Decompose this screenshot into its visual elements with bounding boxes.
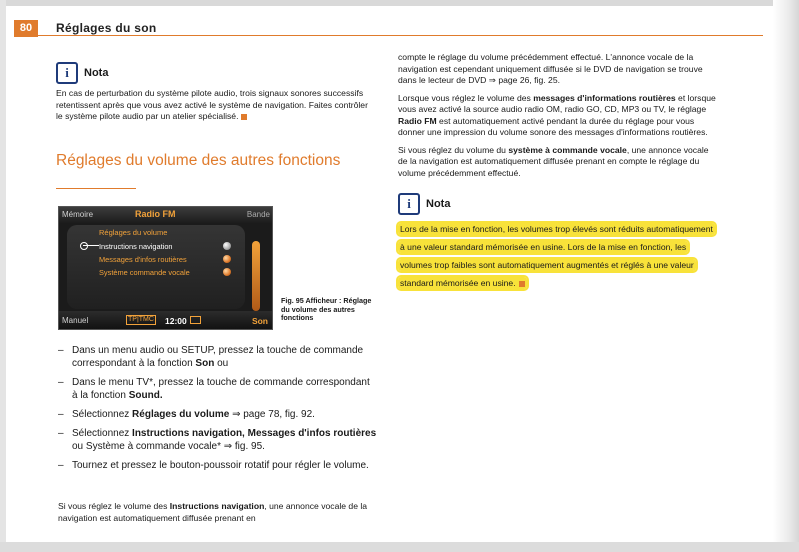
paragraph: Si vous réglez du volume du système à commande vocale, une annonce vocale de la navigation est automatiquement diffusée prenant en compte le réglage du volume précédemment effectué. bbox=[398, 144, 709, 178]
right-column bbox=[398, 52, 716, 291]
screen-time: 12:00 bbox=[165, 316, 187, 326]
nota-text: En cas de perturbation du système pilote audio, trois signaux sonores successifs retentissent après que vous avez activé le système de navigation. Faites contrôler le système pilote audio par un atelier spécialisé. bbox=[56, 88, 368, 121]
section-rule bbox=[56, 188, 136, 189]
scan-border-left bbox=[0, 0, 6, 552]
volume-knob-icon bbox=[223, 255, 231, 263]
scan-border-top bbox=[0, 0, 799, 6]
list-item: – Sélectionnez Instructions navigation, Messages d'infos routières ou Système à commande vocale* ⇒ fig. 95. bbox=[58, 428, 377, 452]
paragraph: compte le réglage du volume précédemment effectué. L'annonce vocale de la navigation est cependant uniquement diffusée si le DVD de navigation se trouve dans le lecteur de DVD ⇒ page 26, fig. 25. bbox=[398, 52, 703, 85]
screen-menu-item: Instructions navigation bbox=[99, 242, 173, 251]
list-item: – Sélectionnez Réglages du volume ⇒ page 78, fig. 92. bbox=[58, 409, 315, 420]
display-screenshot bbox=[58, 206, 273, 330]
signal-icon bbox=[190, 316, 201, 324]
volume-knob-icon bbox=[223, 242, 231, 250]
page-number: 80 bbox=[14, 20, 38, 37]
instruction-list bbox=[58, 344, 378, 478]
info-icon: i bbox=[398, 193, 420, 215]
volume-knob-icon bbox=[223, 268, 231, 276]
nota-label: Nota bbox=[84, 67, 109, 79]
screen-menu-panel bbox=[67, 225, 245, 309]
nota-heading bbox=[56, 62, 376, 84]
scan-border-right bbox=[773, 0, 799, 552]
bottom-paragraph: Si vous réglez le volume des Instructions navigation, une annonce vocale de la navigation est automatiquement diffusée prenant en bbox=[58, 501, 368, 523]
volume-arc bbox=[252, 241, 260, 311]
section-title: Réglages du volume des autres fonctions bbox=[56, 152, 341, 169]
info-icon: i bbox=[56, 62, 78, 84]
screen-menu-item: Système commande vocale bbox=[99, 268, 190, 277]
screen-menu-item: Messages d'infos routières bbox=[99, 255, 187, 264]
end-square-icon bbox=[241, 114, 247, 120]
screen-bande: Bande bbox=[246, 210, 270, 219]
nota-heading bbox=[398, 193, 716, 215]
screen-son: Son bbox=[251, 316, 268, 326]
selection-dot-icon bbox=[80, 242, 88, 250]
highlighted-nota bbox=[398, 219, 716, 291]
nota-label: Nota bbox=[426, 198, 451, 210]
screen-memoire: Mémoire bbox=[62, 210, 94, 219]
screen-submenu-title: Réglages du volume bbox=[99, 228, 168, 237]
nota-text-highlighted: Lors de la mise en fonction, les volumes trop élevés sont réduits automatiquement à une valeur standard mémorisée en usine. Lors de la mise en fonction, les volumes trop faibles sont automatiquement augmentés et réglés à une valeur standard mémorisée en usine. bbox=[400, 224, 713, 288]
page-title: Réglages du son bbox=[56, 21, 157, 35]
end-square-icon bbox=[519, 281, 525, 287]
scan-border-bottom bbox=[0, 542, 799, 552]
screen-tp-tmc: TP|TMC bbox=[128, 316, 154, 323]
list-item: – Dans un menu audio ou SETUP, pressez la touche de commande correspondant à la fonction Son ou bbox=[58, 345, 364, 369]
left-nota bbox=[56, 62, 376, 129]
screen-radio-fm: Radio FM bbox=[135, 209, 176, 219]
list-item: – Tournez et pressez le bouton-poussoir rotatif pour régler le volume. bbox=[58, 460, 369, 471]
header-rule bbox=[38, 35, 763, 36]
figure-caption: Fig. 95 Afficheur : Réglage du volume des autres fonctions bbox=[281, 296, 372, 322]
screen-manuel: Manuel bbox=[62, 316, 89, 325]
list-item: – Dans le menu TV*, pressez la touche de commande correspondant à la fonction Sound. bbox=[58, 377, 370, 401]
paragraph: Lorsque vous réglez le volume des messages d'informations routières et lorsque vous avez activé la source audio radio OM, radio GO, CD, MP3 ou TV, le réglage Radio FM est automatiquement activé pendant la durée du réglage pour vous donner une impression du volume sonore des messages d'informations routières. bbox=[398, 92, 716, 137]
